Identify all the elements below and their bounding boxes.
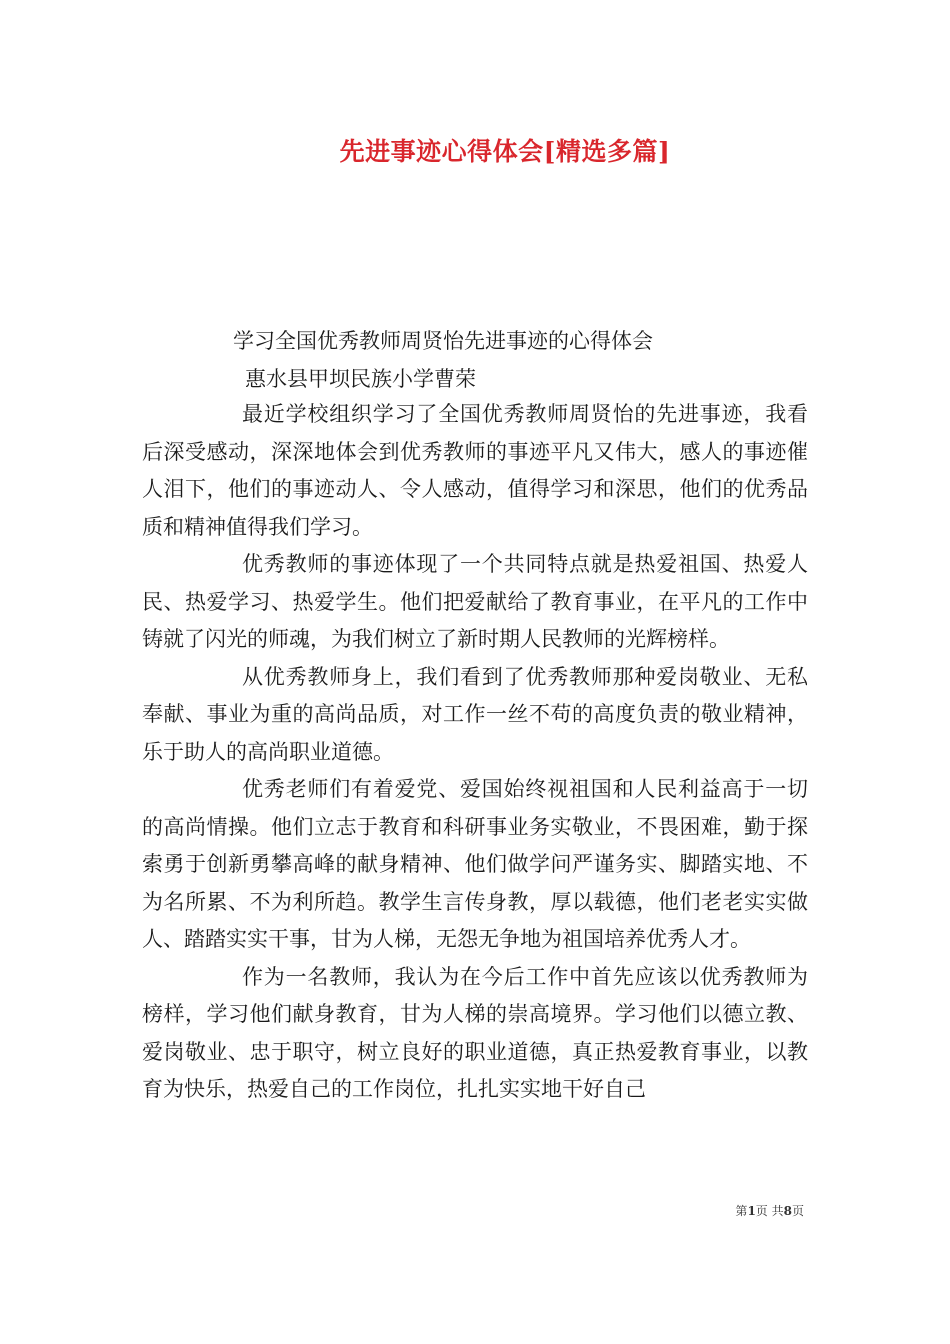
paragraph: 最近学校组织学习了全国优秀教师周贤怡的先进事迹，我看后深受感动，深深地体会到优秀教师的事迹平凡又伟大，感人的事迹催人泪下，他们的事迹动人、令人感动，值得学习和深思，他们的优秀品质和精神值得我们学习。 xyxy=(142,402,808,539)
document-title: 先进事迹心得体会[精选多篇] xyxy=(339,137,671,166)
page-number-footer xyxy=(735,1202,804,1219)
paragraph: 优秀教师的事迹体现了一个共同特点就是热爱祖国、热爱人民、热爱学习、热爱学生。他们把爱献给了教育事业，在平凡的工作中铸就了闪光的师魂，为我们树立了新时期人民教师的光辉榜样。 xyxy=(142,552,808,651)
footer-suffix: 页 xyxy=(791,1204,804,1218)
paragraph: 优秀老师们有着爱党、爱国始终视祖国和人民利益高于一切的高尚情操。他们立志于教育和科研事业务实敬业，不畏困难，勤于探索勇于创新勇攀高峰的献身精神、他们做学问严谨务实、脚踏实地、不为名所累、不为利所趋。教学生言传身教，厚以载德，他们老老实实做人、踏踏实实干事，甘为人梯，无怨无争地为祖国培养优秀人才。 xyxy=(142,777,808,951)
paragraph: 从优秀教师身上，我们看到了优秀教师那种爱岗敬业、无私奉献、事业为重的高尚品质，对工作一丝不苟的高度负责的敬业精神，乐于助人的高尚职业道德。 xyxy=(142,664,808,764)
author-line: 惠水县甲坝民族小学曹荣 xyxy=(245,367,476,391)
total-page-number: 8 xyxy=(783,1204,792,1218)
article-title: 学习全国优秀教师周贤怡先进事迹的心得体会 xyxy=(233,329,653,353)
article-body xyxy=(142,396,808,1109)
footer-middle: 页 共 xyxy=(755,1204,784,1218)
footer-prefix: 第 xyxy=(735,1204,748,1218)
paragraph: 作为一名教师，我认为在今后工作中首先应该以优秀教师为榜样，学习他们献身教育，甘为人梯的崇高境界。学习他们以德立教、爱岗敬业、忠于职守，树立良好的职业道德，真正热爱教育事业，以教育为快乐，热爱自己的工作岗位，扎扎实实地干好自己 xyxy=(142,964,808,1101)
current-page-number: 1 xyxy=(747,1204,756,1218)
